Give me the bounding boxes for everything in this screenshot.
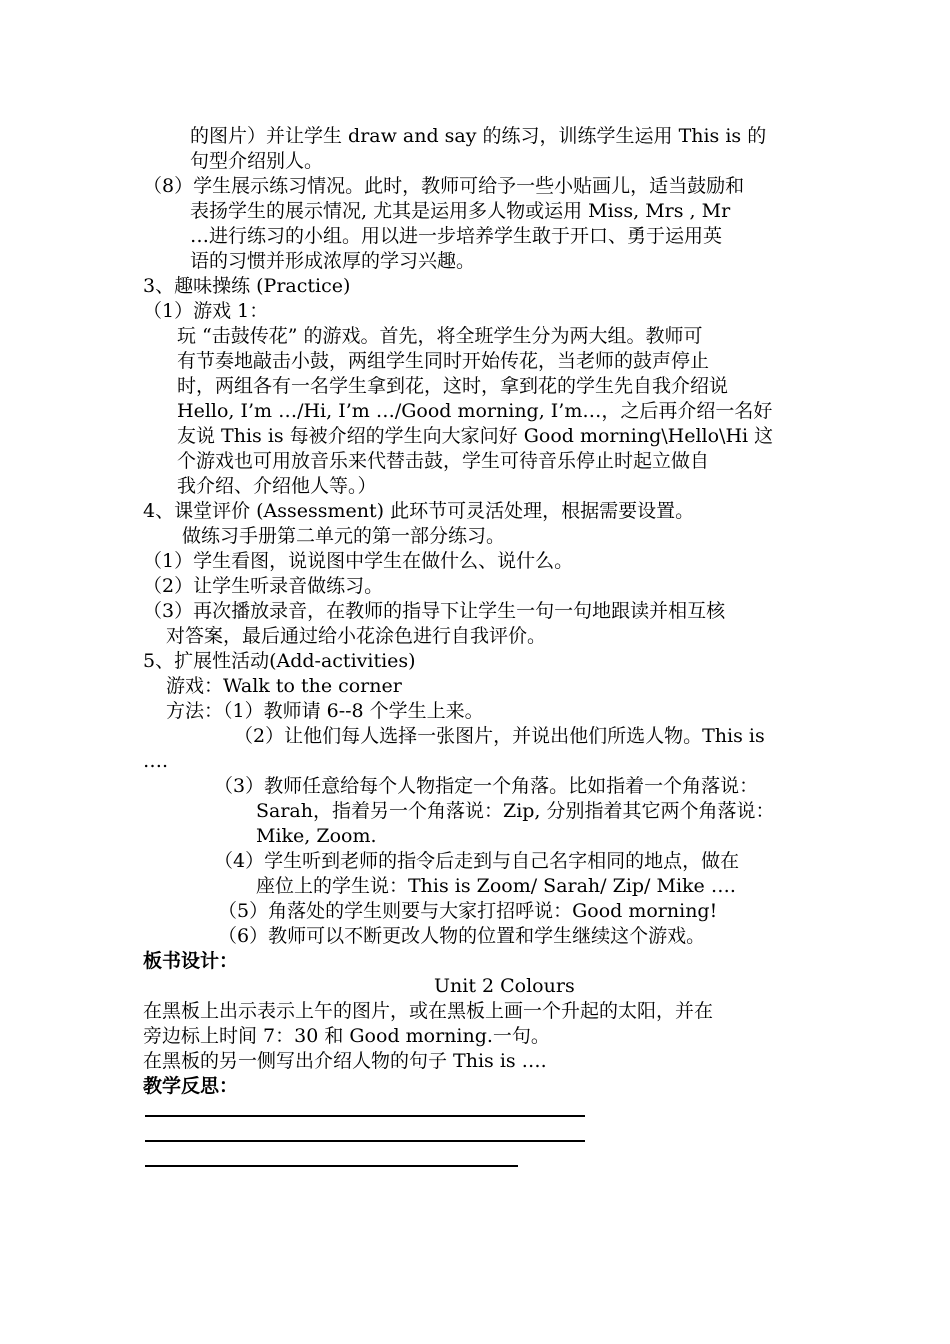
text-line: 旁边标上时间 7：30 和 Good morning.一句。 — [143, 1025, 550, 1047]
text-line: 的图片）并让学生 draw and say 的练习，训练学生运用 This is 的 — [190, 125, 767, 147]
text-line: 语的习惯并形成浓厚的学习兴趣。 — [190, 250, 476, 272]
text-line: （1）游戏 1： — [143, 300, 269, 322]
text-line: 时，两组各有一名学生拿到花，这时，拿到花的学生先自我介绍说 — [177, 375, 729, 397]
text-line: 在黑板的另一侧写出介绍人物的句子 This is …. — [143, 1050, 547, 1072]
text-line: 个游戏也可用放音乐来代替击鼓，学生可待音乐停止时起立做自 — [177, 450, 710, 472]
text-line: Hello, I’m …/Hi, I’m …/Good morning, I’m…，之后再介绍一名好 — [177, 400, 773, 422]
text-line: 我介绍、介绍他人等。） — [177, 475, 377, 497]
reflection-blank-line — [145, 1115, 585, 1117]
text-line: 有节奏地敲击小鼓，两组学生同时开始传花，当老师的鼓声停止 — [177, 350, 710, 372]
text-line: （2）让学生听录音做练习。 — [143, 575, 384, 597]
text-line: 句型介绍别人。 — [190, 150, 324, 172]
teaching-reflection-heading: 教学反思： — [143, 1075, 239, 1097]
text-line: 玩 “击鼓传花” 的游戏。首先，将全班学生分为两大组。教师可 — [177, 325, 703, 347]
text-line: （3）教师任意给每个人物指定一个角落。比如指着一个角落说： — [214, 775, 759, 797]
text-line: （8）学生展示练习情况。此时，教师可给予一些小贴画儿，适当鼓励和 — [143, 175, 745, 197]
text-line: （1）学生看图，说说图中学生在做什么、说什么。 — [143, 550, 574, 572]
text-line: （2）让他们每人选择一张图片，并说出他们所选人物。This is — [234, 725, 765, 747]
section-heading: 4、课堂评价 (Assessment) 此环节可灵活处理，根据需要设置。 — [143, 500, 695, 522]
section-heading: 3、趣味操练 (Practice) — [143, 275, 351, 297]
text-line: （4）学生听到老师的指令后走到与自己名字相同的地点，做在 — [214, 850, 740, 872]
text-line: Sarah，指着另一个角落说：Zip, 分别指着其它两个角落说： — [256, 800, 775, 822]
text-line: 表扬学生的展示情况, 尤其是运用多人物或运用 Miss, Mrs , Mr — [190, 200, 731, 222]
text-line: 方法：（1）教师请 6--8 个学生上来。 — [166, 700, 484, 722]
text-line: 游戏：Walk to the corner — [166, 675, 402, 697]
text-line: Mike, Zoom. — [256, 825, 377, 847]
text-line: 对答案，最后通过给小花涂色进行自我评价。 — [166, 625, 547, 647]
text-line: 友说 This is 每被介绍的学生向大家问好 Good morning\Hello\Hi 这 — [177, 425, 774, 447]
unit-title: Unit 2 Colours — [434, 975, 575, 997]
text-line: （5）角落处的学生则要与大家打招呼说：Good morning! — [218, 900, 718, 922]
text-line: …. — [143, 750, 169, 772]
text-line: 在黑板上出示表示上午的图片，或在黑板上画一个升起的太阳，并在 — [143, 1000, 714, 1022]
blackboard-design-heading: 板书设计： — [143, 950, 239, 972]
text-line: 座位上的学生说：This is Zoom/ Sarah/ Zip/ Mike …. — [256, 875, 736, 897]
text-line: （3）再次播放录音，在教师的指导下让学生一句一句地跟读并相互核 — [143, 600, 726, 622]
section-heading: 5、扩展性活动(Add-activities) — [143, 650, 416, 672]
text-line: （6）教师可以不断更改人物的位置和学生继续这个游戏。 — [218, 925, 706, 947]
reflection-blank-line — [145, 1140, 585, 1142]
text-line: 做练习手册第二单元的第一部分练习。 — [182, 525, 506, 547]
text-line: …进行练习的小组。用以进一步培养学生敢于开口、勇于运用英 — [190, 225, 723, 247]
reflection-blank-line — [145, 1165, 518, 1167]
